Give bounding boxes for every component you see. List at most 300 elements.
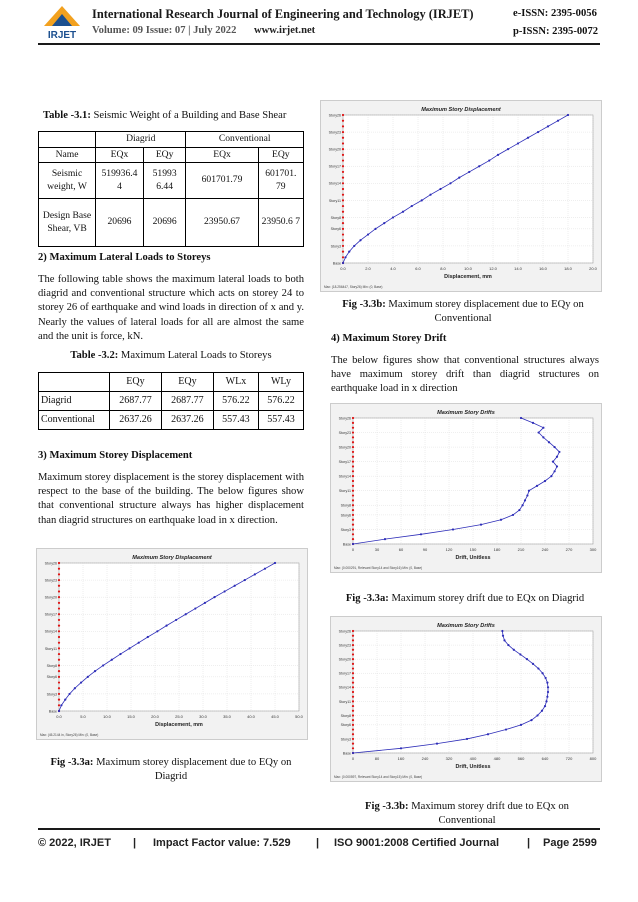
data-point [567,114,569,116]
chart-title: Maximum Story Drifts [437,623,495,629]
story-marker [342,171,344,173]
story-marker [342,148,344,150]
story-marker [352,533,354,535]
x-tick-label: 4.0 [390,266,396,271]
y-tick-label: Story3 [340,737,351,742]
y-tick-label: Story17 [338,460,351,465]
table1-group-diagrid: Diagrid [96,132,186,148]
data-point [519,653,521,655]
story-marker [342,182,344,184]
x-tick-label: 560 [517,756,525,761]
story-marker [58,704,60,706]
story-marker [352,710,354,712]
status-text: Max: (0.000291, Relevant Story14 and Story16) Min: (0, Base) [334,566,423,570]
x-tick-label: 35.0 [223,714,231,719]
data-point [439,188,441,190]
data-point [557,120,559,122]
data-point [558,451,560,453]
y-tick-label: Story26 [328,113,341,118]
table2-cell: 2637.26 [161,411,213,430]
data-point [421,199,423,201]
table2-cell: 2687.77 [161,392,213,411]
data-point [344,256,346,258]
y-tick-label: Story8 [340,503,351,508]
x-tick-label: 270 [565,547,573,552]
data-point [94,670,96,672]
y-tick-label: Story6 [340,513,351,518]
story-marker [58,562,60,564]
data-point [458,177,460,179]
table2-cell: 557.43 [258,411,303,430]
story-marker [352,714,354,716]
story-marker [352,663,354,665]
x-tick-label: 15.0 [127,714,135,719]
story-marker [352,461,354,463]
table2-cell: 576.22 [213,392,258,411]
data-point [542,427,544,429]
data-point [538,431,540,433]
data-point [537,131,539,133]
data-point [452,528,454,530]
story-marker [352,691,354,693]
data-point [532,663,534,665]
table2-header: EQy [161,373,213,392]
y-tick-label: Story14 [328,181,341,186]
data-point [548,441,550,443]
data-point [500,519,502,521]
story-marker [352,509,354,511]
x-tick-label: 30 [374,547,380,552]
y-tick-label: Story23 [338,643,351,648]
data-point [165,625,167,627]
y-tick-label: Story8 [330,215,341,220]
story-marker [342,205,344,207]
table2-cell: 576.22 [258,392,303,411]
data-point [542,436,544,438]
data-point [517,142,519,144]
irjet-logo [38,4,86,40]
table-lateral-loads [38,372,304,430]
x-tick-label: 14.0 [514,266,522,271]
story-marker [342,131,344,133]
section2-heading: 2) Maximum Lateral Loads to Storeys [38,252,211,263]
data-point [352,543,354,545]
table1-col-eqy-diagrid: EQy [143,147,186,163]
data-point [367,233,369,235]
story-marker [342,165,344,167]
table1-cell: 20696 [143,199,186,247]
story-marker [352,686,354,688]
story-marker [58,636,60,638]
table2-cell: 2637.26 [110,411,162,430]
story-marker [342,228,344,230]
y-tick-label: Story23 [328,130,341,135]
data-point [541,710,543,712]
data-point [384,538,386,540]
data-point [60,704,62,706]
status-text: Max: (45.2144 in, Story26) Min: (0, Base) [40,733,99,737]
y-tick-label: Story11 [338,489,351,494]
table1-row-label: Design Base Shear, VB [39,199,96,247]
table1-col-name: Name [39,147,96,163]
data-point [58,710,60,712]
story-marker [58,568,60,570]
journal-website[interactable]: www.irjet.net [254,25,316,36]
story-marker [352,494,354,496]
x-tick-label: 18.0 [564,266,572,271]
x-tick-label: 50.0 [295,714,303,719]
data-point [546,682,548,684]
fig3-caption: Fig -3.3a: Maximum storey drift due to EQx on Diagrid [345,593,585,604]
footer-impact: Impact Factor value: 7.529 [153,837,291,849]
journal-title: International Research Journal of Engineering and Technology (IRJET) [92,7,474,21]
story-marker [342,114,344,116]
table1-cell: 23950.67 [186,199,258,247]
table-seismic-weight [38,131,304,247]
data-point [80,681,82,683]
y-tick-label: Story6 [330,227,341,232]
chart-fig1 [36,548,308,740]
data-point [545,677,547,679]
data-point [497,154,499,156]
table2-header: WLy [258,373,303,392]
data-point [468,171,470,173]
data-point [102,664,104,666]
data-point [513,649,515,651]
story-marker [58,602,60,604]
y-tick-label: Story20 [328,147,341,152]
x-tick-label: 0 [351,547,355,552]
x-tick-label: 210 [517,547,525,552]
chart-title: Maximum Story Drifts [437,410,495,416]
x-tick-label: 10.0 [464,266,472,271]
data-point [507,148,509,150]
data-point [545,700,547,702]
data-point [554,470,556,472]
y-tick-label: Story17 [44,612,57,617]
story-marker [352,682,354,684]
section2-paragraph: The following table shows the maximum lateral loads to both diagrid and conventional structure which acts on storey 24 to storey 26 of earthquake and wind loads in direction of x and y. Nearly the values of lateral loads for all are almost the same and the unit is force, kN. [38,274,304,342]
story-marker [352,644,354,646]
story-marker [352,658,354,660]
y-tick-label: Story8 [340,713,351,718]
data-point [254,573,256,575]
data-point [527,137,529,139]
table1-cell: 601701. 79 [258,163,303,199]
x-tick-label: 60 [398,547,404,552]
story-marker [58,687,60,689]
data-point [530,719,532,721]
y-tick-label: Story23 [44,578,57,583]
story-marker [58,579,60,581]
story-marker [58,630,60,632]
story-marker [352,465,354,467]
data-point [501,630,503,632]
data-point [466,738,468,740]
y-tick-label: Story11 [338,699,351,704]
x-tick-label: 0.0 [56,714,62,719]
table2-corner [39,373,110,392]
table1-cell: 519936.4 4 [96,163,144,199]
footer-separator: | [527,837,531,849]
data-point [411,205,413,207]
story-marker [352,700,354,702]
story-marker [342,233,344,235]
x-tick-label: 240 [541,547,549,552]
story-marker [352,649,354,651]
x-tick-label: 30.0 [199,714,207,719]
chart-title: Maximum Story Displacement [421,107,501,113]
story-marker [342,142,344,144]
table1-cell: 23950.6 7 [258,199,303,247]
status-text: Max: (0.000597, Relevant Story14 and Story15) Min: (0, Base) [334,775,423,779]
story-marker [352,514,354,516]
story-marker [58,699,60,701]
data-point [528,490,530,492]
x-tick-label: 150 [469,547,477,552]
y-tick-label: Story26 [338,416,351,421]
data-point [392,216,394,218]
data-point [400,747,402,749]
data-point [502,635,504,637]
story-marker [352,724,354,726]
y-tick-label: Story17 [338,671,351,676]
data-point [554,446,556,448]
x-tick-label: 6.0 [415,266,421,271]
eissn: e-ISSN: 2395-0056 [513,8,597,19]
data-point [556,456,558,458]
data-point [359,239,361,241]
story-marker [58,659,60,661]
story-marker [342,154,344,156]
table1-col-eqx-conv: EQx [186,147,258,163]
x-tick-label: 5.0 [80,714,86,719]
data-point [264,568,266,570]
data-point [87,676,89,678]
story-marker [58,670,60,672]
data-point [537,667,539,669]
footer-iso: ISO 9001:2008 Certified Journal [334,837,500,849]
y-tick-label: Story14 [338,474,351,479]
x-tick-label: 10.0 [103,714,111,719]
data-point [353,245,355,247]
y-tick-label: Base [48,709,57,714]
data-point [234,585,236,587]
x-axis-label: Drift, Unitless [455,555,491,561]
x-tick-label: 12.0 [489,266,497,271]
y-tick-label: Story14 [338,685,351,690]
data-point [213,596,215,598]
story-marker [58,585,60,587]
section3-heading: 3) Maximum Storey Displacement [38,450,193,461]
footer-rule [38,828,600,830]
y-tick-label: Story11 [44,646,57,651]
data-point [194,607,196,609]
table2-row-label: Conventional [39,411,110,430]
y-tick-label: Story26 [338,629,351,634]
data-point [185,613,187,615]
data-point [526,658,528,660]
x-tick-label: 16.0 [539,266,547,271]
story-marker [58,653,60,655]
story-marker [352,635,354,637]
table1-col-eqy-conv: EQy [258,147,303,163]
story-marker [352,490,354,492]
story-marker [58,613,60,615]
story-marker [352,456,354,458]
story-marker [342,256,344,258]
x-tick-label: 2.0 [365,266,371,271]
data-point [520,724,522,726]
table2-caption: Table -3.2: Maximum Lateral Loads to Storeys [70,350,272,361]
story-marker [342,211,344,213]
y-tick-label: Story26 [44,561,57,566]
x-tick-label: 640 [541,756,549,761]
story-marker [58,681,60,683]
x-tick-label: 300 [589,547,597,552]
data-point [546,696,548,698]
y-tick-label: Story8 [46,663,57,668]
story-marker [352,475,354,477]
table2-header: WLx [213,373,258,392]
story-marker [342,159,344,161]
data-point [436,743,438,745]
story-marker [352,480,354,482]
story-marker [58,590,60,592]
y-tick-label: Story11 [328,198,341,203]
data-point [550,475,552,477]
data-point [429,194,431,196]
data-point [520,417,522,419]
fig1-caption: Fig -3.3a: Maximum storey displacement due to EQy on Diagrid [50,757,292,782]
table1-caption: Table -3.1: Seismic Weight of a Building and Base Shear [43,110,287,121]
story-marker [342,239,344,241]
story-marker [352,733,354,735]
data-point [449,182,451,184]
story-marker [352,417,354,419]
x-tick-label: 400 [469,756,477,761]
data-point [542,672,544,674]
story-marker [352,743,354,745]
data-point [68,693,70,695]
x-axis-label: Drift, Unitless [455,764,491,770]
x-tick-label: 480 [493,756,501,761]
data-point [556,465,558,467]
status-text: Max: (18.256447, Story26) Min: (0, Base) [324,285,383,289]
data-point [111,659,113,661]
story-marker [342,199,344,201]
section3-paragraph: Maximum storey displacement is the storey displacement with respect to the base of the building. The below figures show that conventional structure always has higher displacement than diagrid structures on earthquake load in x direction. [38,472,304,526]
x-tick-label: 160 [397,756,405,761]
story-marker [58,625,60,627]
story-marker [352,747,354,749]
data-point [524,499,526,501]
x-tick-label: 0 [351,756,355,761]
story-marker [342,125,344,127]
data-point [547,125,549,127]
story-marker [342,194,344,196]
logo-text: IRJET [47,30,77,40]
story-marker [352,653,354,655]
data-point [532,422,534,424]
data-point [204,602,206,604]
data-point [274,562,276,564]
chart-title: Maximum Story Displacement [132,555,212,561]
story-marker [342,188,344,190]
story-marker [58,647,60,649]
data-point [544,705,546,707]
story-marker [342,177,344,179]
data-point [138,642,140,644]
data-point [348,251,350,253]
data-point [505,728,507,730]
x-tick-label: 180 [493,547,501,552]
table1-cell: 601701.79 [186,163,258,199]
data-point [128,647,130,649]
y-tick-label: Story20 [338,445,351,450]
y-tick-label: Story20 [44,595,57,600]
data-point [480,524,482,526]
x-tick-label: 320 [445,756,453,761]
y-tick-label: Story17 [328,164,341,169]
data-point [147,636,149,638]
data-point [547,691,549,693]
data-point [536,485,538,487]
story-marker [352,538,354,540]
table2-cell: 557.43 [213,411,258,430]
y-tick-label: Story6 [340,723,351,728]
story-marker [352,441,354,443]
data-point [507,644,509,646]
story-marker [58,693,60,695]
x-tick-label: 120 [445,547,453,552]
header-rule [38,43,600,45]
footer-separator: | [133,837,137,849]
story-marker [352,630,354,632]
x-tick-label: 20.0 [589,266,597,271]
story-marker [58,596,60,598]
story-marker [352,470,354,472]
story-marker [352,672,354,674]
story-marker [352,427,354,429]
story-marker [342,216,344,218]
y-tick-label: Story3 [340,527,351,532]
data-point [156,630,158,632]
data-point [383,222,385,224]
story-marker [352,728,354,730]
story-marker [58,573,60,575]
story-marker [352,696,354,698]
x-tick-label: 90 [422,547,428,552]
story-marker [352,719,354,721]
story-marker [352,436,354,438]
data-point [478,165,480,167]
data-point [119,653,121,655]
data-point [352,752,354,754]
table2-header: EQy [110,373,162,392]
chart-fig2 [320,100,602,292]
x-axis-label: Displacement, mm [155,722,203,728]
y-tick-label: Story20 [338,657,351,662]
data-point [526,494,528,496]
data-point [374,228,376,230]
data-point [488,159,490,161]
x-tick-label: 20.0 [151,714,159,719]
x-tick-label: 45.0 [271,714,279,719]
data-point [503,639,505,641]
story-marker [58,642,60,644]
story-marker [342,222,344,224]
